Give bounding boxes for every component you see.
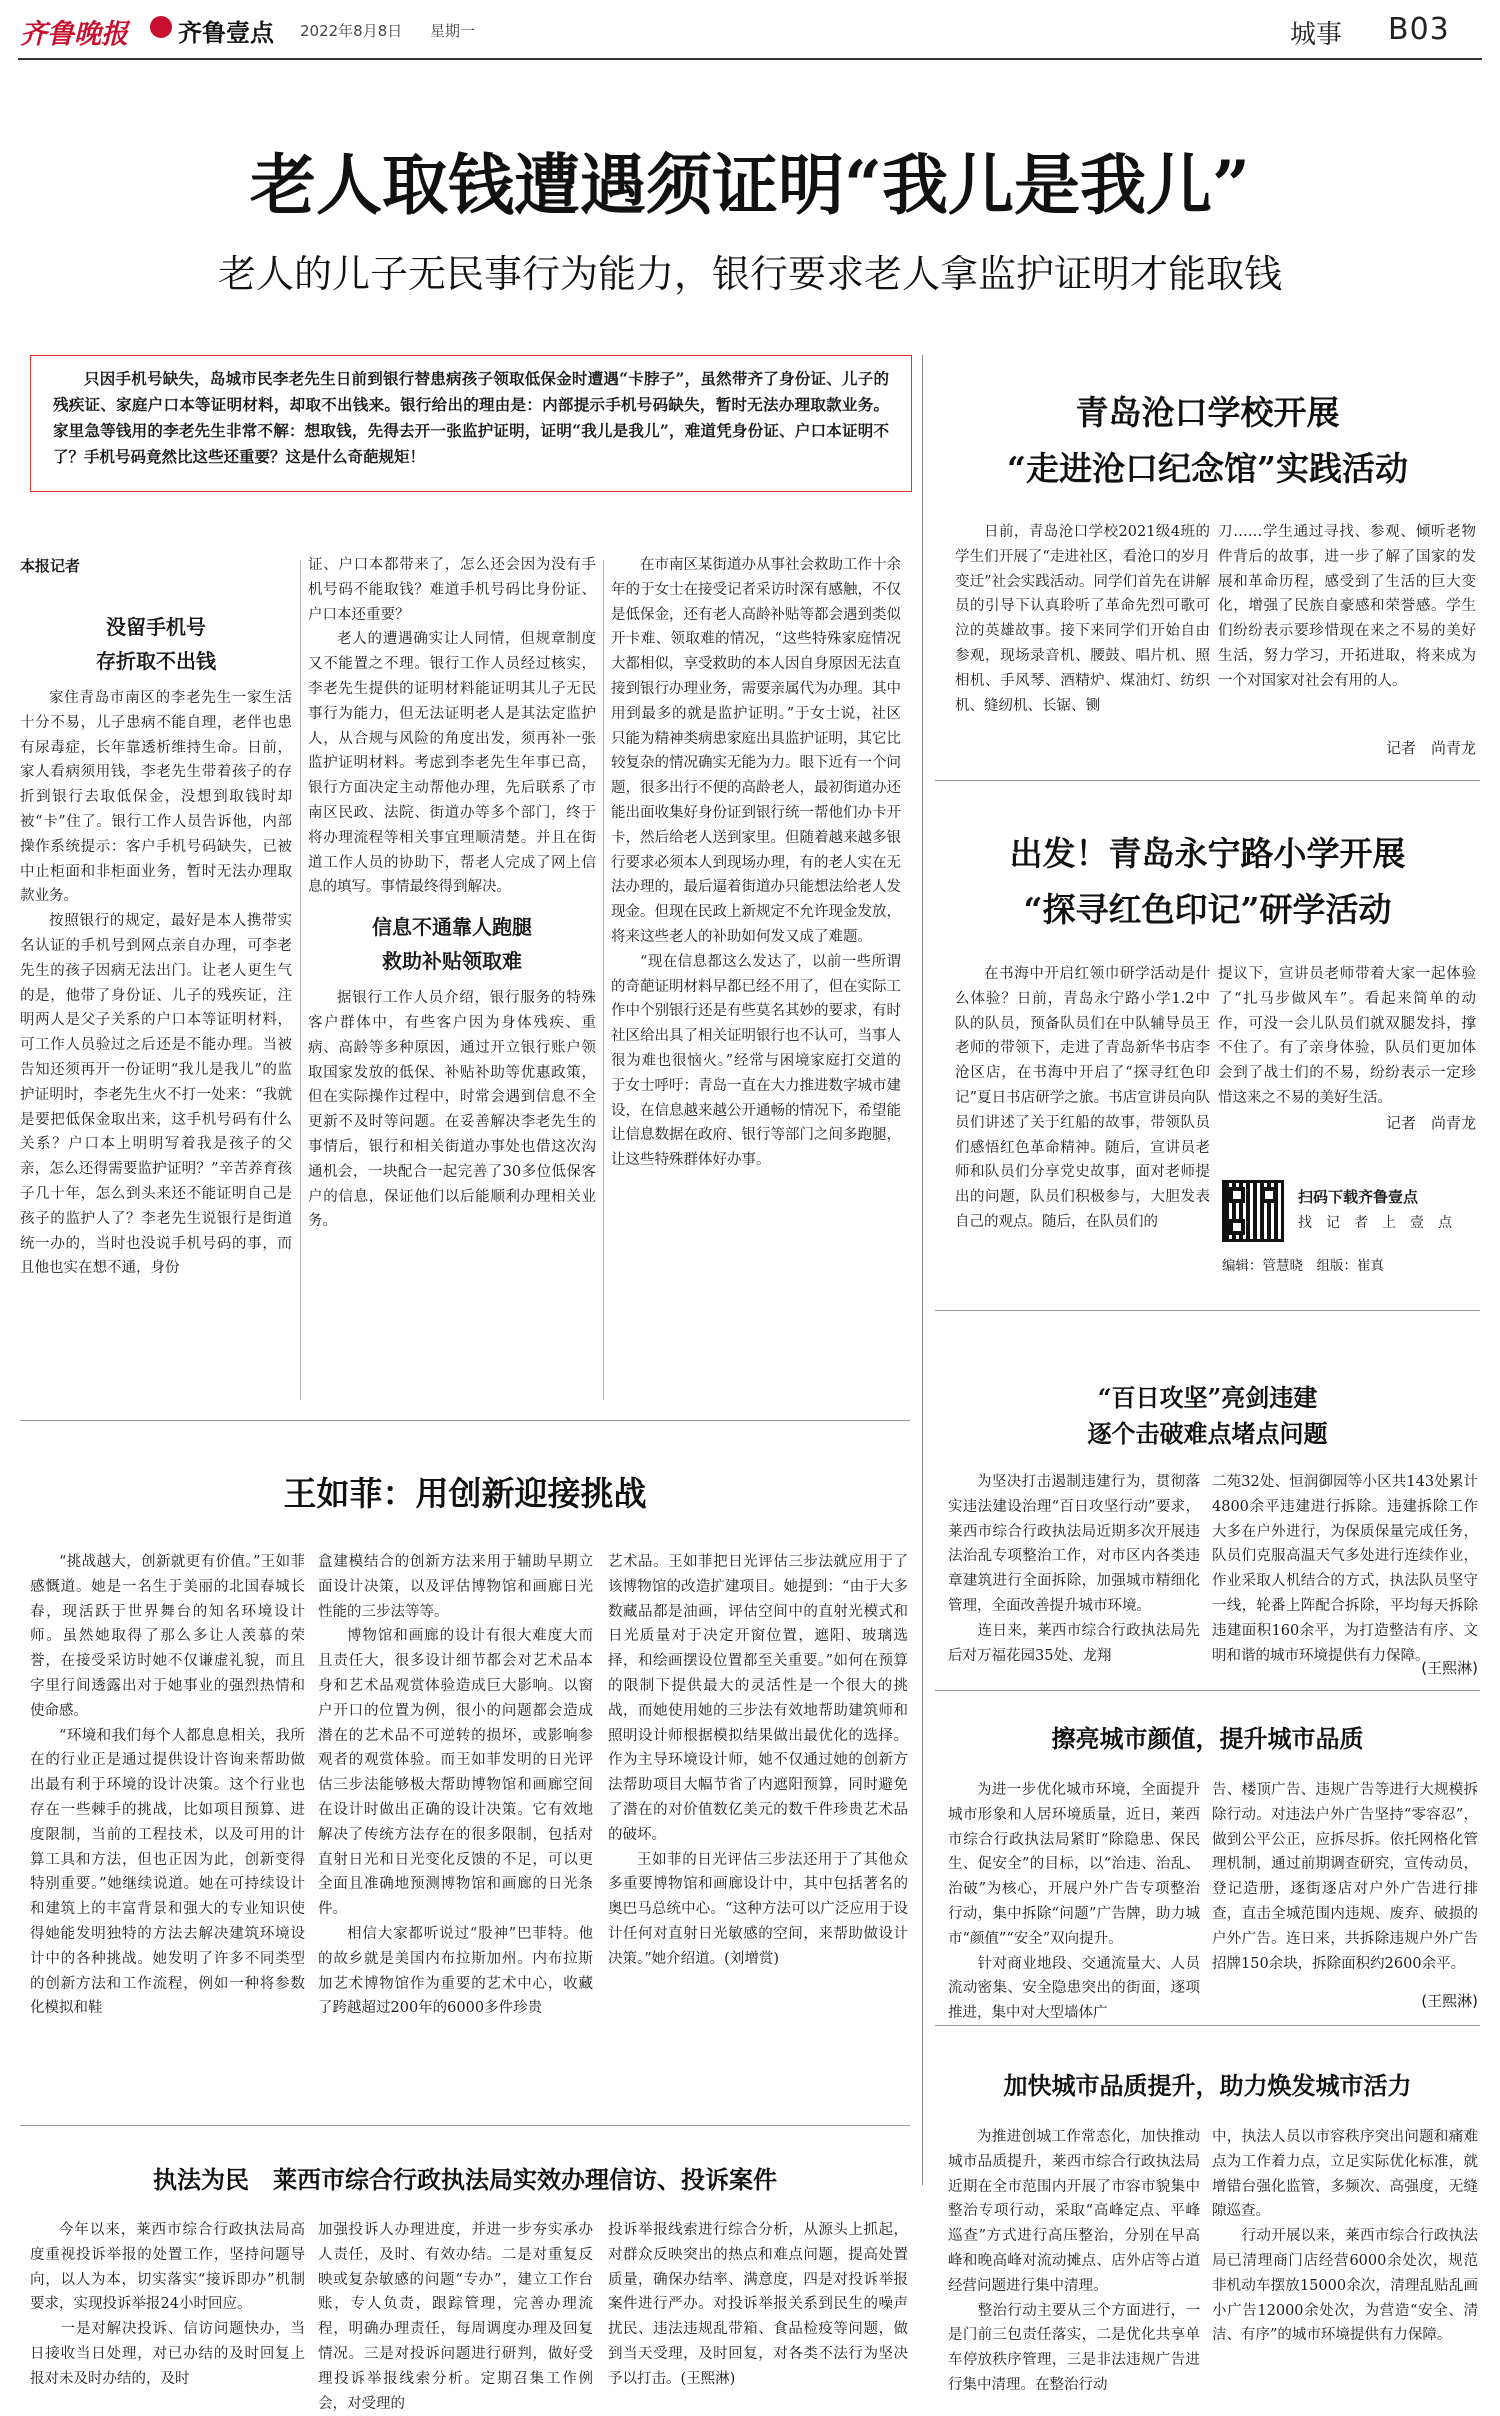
story-paragraph: 为推进创城工作常态化，加快推动城市品质提升，莱西市综合行政执法局近期在全市范围内开展了市容市貌集中整治专项行动，采取“高峰定点、平峰巡查”方式进行高压整治，分别在早高峰和晚高峰对流动摊点、店外店等占道经营问题进行集中清理。 整治行动主要从三个方面进行，一是门前三包责任落实，二是优化共享单车停放秩序管理，三是非法违规广告进行集中清理。在整治行动 [948,2129,1200,2393]
issue-date: 2022年8月8日 [300,22,403,40]
city-quality-story-col-2 [1212,2125,1478,2405]
section-name: 城事 [1290,20,1343,50]
lead-paragraph: “现在信息都这么发达了，以前一些所谓的奇葩证明材料早都已经不用了，但在实际工作中个别银行还是有些莫名其妙的要求，有时社区给出具了相关证明银行也不认可，当事人很为难也很恼火。”经常与困境家庭打交道的于女士呼吁：青岛一直在大力推进数字城市建设，在信息越来越公开通畅的情况下，希望能让信息数据在政府、银行等部门之间多跑腿，让这些特殊群体好办事。 [611,953,901,1169]
violation-story-title: “百日攻坚”亮剑违建 逐个击破难点堵点问题 [1087,1383,1328,1448]
lead-subheading-2: 信息不通靠人跑腿 救助补贴领取难 [372,915,532,974]
ad-removal-story-col-1 [948,1778,1200,2022]
school-story-2-col-b [1218,962,1476,1132]
bottom-headline: 执法为民 莱西市综合行政执法局实效办理信访、投诉案件 [153,2165,777,2194]
app-logo-mark [150,16,172,38]
story-paragraph: 为进一步优化城市环境，全面提升城市形象和人居环境质量，近日，莱西市综合行政执法局紧盯“除隐患、保民生、促安全”的目标，以“治违、治乱、治破”为核心，开展户外广告专项整治行动，集中拆除“问题”广告牌，助力城市“颜值”“安全”双向提升。 针对商业地段、交通流量大、人员流动密集、安全隐患突出的街面，逐项推进，集中对大型墙体广 [948,1782,1200,2022]
wang-column-2 [318,1550,593,2100]
lead-subheading-1: 没留手机号 存折取不出钱 [96,615,216,673]
school-story-1-byline: 记者 尚青龙 [1385,739,1476,757]
section-rule [20,2125,910,2126]
lead-column-2 [308,553,596,1403]
ad-removal-story-title: 擦亮城市颜值，提升城市品质 [1051,1724,1364,1753]
bottom-column-3 [608,2218,908,2408]
section-rule [20,1420,910,1421]
story-paragraph: “挑战越大，创新就更有价值。”王如菲感慨道。她是一名生于美丽的北国春城长春，现活跃于世界舞台的知名环境设计师。虽然她取得了那么多让人羡慕的荣誉，在接受采访时她不仅谦虚礼貌，而且字里行间透露出对于她事业的强烈热情和使命感。 [30,1554,305,1719]
qr-caption-sub: 找 记 者 上 壹 点 [1298,1215,1452,1231]
story-rule [935,2025,1480,2026]
violation-story-col-1 [948,1470,1200,1664]
column-divider [922,355,923,2185]
column-divider [603,560,604,1400]
story-paragraph: 告、楼顶广告、违规广告等进行大规模拆除行动。对违法户外广告坚持“零容忍”，做到公平公正，应拆尽拆。依托网格化管理机制，通过前期调查研究，宣传动员，登记造册，逐街逐店对户外广告进行排查，直击全城范围内违规、废弃、破损的户外广告。连日来，共拆除违规户外广告招牌150余块，拆除面积约2600余平。 [1212,1782,1478,1972]
wang-headline: 王如菲：用创新迎接挑战 [283,1474,647,1513]
school-story-1-col-a [955,520,1210,770]
story-paragraph: 日前，青岛沧口学校2021级4班的学生们开展了“走进社区，看沧口的岁月变迁”社会实践活动。同学们首先在讲解员的引导下认真聆听了革命先烈可歌可泣的英雄故事。接下来同学们开始自由参观，现场录音机、腰鼓、唱片机、照相机、手风琴、酒精炉、煤油灯、纺织机、缝纫机、长锯、铡 [955,524,1210,714]
city-quality-story-title: 加快城市品质提升，助力焕发城市活力 [1003,2071,1412,2100]
newspaper-logo: 齐鲁晚报 [20,19,128,50]
story-paragraph: 相信大家都听说过“股神”巴菲特。他的故乡就是美国内布拉斯加州。内布拉斯加艺术博物馆作为重要的艺术中心，收藏了跨越超过200年的6000多件珍贵 [318,1925,593,2017]
story-paragraph: 二苑32处、恒润御园等小区共143处累计4800余平违建进行拆除。违建拆除工作大多在户外进行，为保质保量完成任务，队员们克服高温天气多处进行连续作业，作业采取人机结合的方式，执法队员坚守一线，轮番上阵配合拆除，平均每天拆除违建面积160余平，为打造整洁有序、文明和谐的城市环境提供有力保障。 [1212,1474,1478,1664]
story-paragraph: 今年以来，莱西市综合行政执法局高度重视投诉举报的处置工作，坚持问题导向，以人为本，切实落实“接诉即办”机制要求，实现投诉举报24小时回应。 一是对解决投诉、信访问题快办，当日接收当日处理，对已办结的及时回复上报对未及时办结的，及时 [30,2222,305,2387]
story-paragraph: 在书海中开启红领巾研学活动是什么体验？日前，青岛永宁路小学1.2中队的队员，预备队员们在中队辅导员王老师的带领下，走进了青岛新华书店李沧区店，在书海中开启了“探寻红色印记”夏日书店研学之旅。书店宣讲员向队员们讲述了关于红船的故事，带领队员们感悟红色革命精神。随后，宣讲员老师和队员们分享党史故事，面对老师提出的问题，队员们积极参与，大胆发表自己的观点。随后，在队员们的 [955,966,1210,1230]
lead-paragraph: 按照银行的规定，最好是本人携带实名认证的手机号到网点亲自办理，可李老先生的孩子因病无法出门。让老人更生气的是，他带了身份证、儿子的残疾证，注明两人是父子关系的户口本等证明材料，可工作人员验过之后还是不能办理。当被告知还须再开一份证明“我儿是我儿”的监护证明时，李老先生火不打一处来：“我就是要把低保金取出来，这手机号码有什么关系？户口本上明明写着我是孩子的父亲，怎么还得需要监护证明？”辛苦养育孩子几十年，怎么到头来还不能证明自己是孩子的监护人了？李老先生说银行是街道统一办的，当时也没说手机号码的事，而且他也实在想不通，身份 [20,913,292,1277]
story-paragraph: 投诉举报线索进行综合分析，从源头上抓起，对群众反映突出的热点和难点问题，提高处置质量，确保办结率、满意度，四是对投诉举报案件进行严办。对投诉举报关系到民生的噪声扰民、违法违规乱带箱、食品检疫等问题，做到当天受理，及时回复，对各类不法行为坚决予以打击。(王熙淋) [608,2222,908,2387]
story-paragraph: 提议下，宣讲员老师带着大家一起体验了“扎马步做风车”。看起来简单的动作，可没一会儿队员们就双腿发抖，撑不住了。有了亲身体验，队员们更加体会到了战士们的不易，纷纷表示一定珍惜这来之不易的美好生活。 [1218,966,1476,1106]
lead-column-1 [20,600,292,1400]
city-quality-story-col-1 [948,2125,1200,2405]
lead-paragraph: 老人的遭遇确实让人同情，但规章制度又不能置之不理。银行工作人员经过核实，李老先生提供的证明材料能证明其儿子无民事行为能力，但无法证明老人是其法定监护人，从合规与风险的角度出发，须再补一张监护证明材料。考虑到李老先生年事已高，银行方面决定主动帮他办理，先后联系了市南区民政、法院、街道办等多个部门，终于将办理流程等相关事宜理顺清楚。并且在街道工作人员的协助下，帮老人完成了网上信息的填写。事情最终得到解决。 [308,631,596,896]
issue-weekday: 星期一 [430,22,476,40]
lead-summary-box [30,355,912,492]
story-paragraph: 刀……学生通过寻找、参观、倾听老物件背后的故事，进一步了解了国家的发展和革命历程，感受到了生活的巨大变化，增强了民族自豪感和荣誉感。学生们纷纷表示要珍惜现在来之不易的美好生活，努力学习，开拓进取，将来成为一个对国家对社会有用的人。 [1218,524,1476,689]
story-paragraph: 盒建模结合的创新方法来用于辅助早期立面设计决策，以及评估博物馆和画廊日光性能的三步法等等。 [318,1554,593,1620]
qr-caption: 扫码下载齐鲁壹点 [1298,1188,1419,1206]
violation-story-byline: (王熙淋) [1421,1659,1478,1677]
column-divider [300,560,301,1400]
school-story-2-col-a [955,962,1210,1302]
violation-story-col-2 [1212,1470,1478,1664]
page-number: B03 [1388,12,1450,47]
section-rule [935,1310,1480,1311]
editor-credit: 编辑：管慧晓 组版：崔真 [1222,1258,1384,1274]
story-paragraph: 艺术品。王如菲把日光评估三步法就应用于了该博物馆的改造扩建项目。她提到：“由于大多数藏品都是油画，评估空间中的直射光模式和日光质量对于决定开窗位置，遮阳、玻璃选择，和绘画摆设位置都至关重要。”如何在预算的限制下提供最大的灵活性是一个很大的挑战，而她使用她的三步法有效地帮助建筑师和照明设计师根据模拟结果做出最优化的选择。作为主导环境设计师，她不仅通过她的创新方法帮助项目大幅节省了内遮阳预算，同时避免了潜在的对价值数亿美元的数千件珍贵艺术品的破坏。 [608,1554,908,1843]
school-story-1-col-b [1218,520,1476,760]
lead-column-3 [611,553,901,1403]
qr-code[interactable] [1222,1180,1284,1242]
masthead-rule [18,58,1482,60]
lead-paragraph: 家住青岛市南区的李老先生一家生活十分不易，儿子患病不能自理，老伴也患有尿毒症，长年靠透析维持生命。日前，家人看病须用钱，李老先生带着孩子的存折到银行去取低保金，没想到取钱时却被“卡”住了。银行工作人员告诉他，内部操作系统提示：客户手机号码缺失，已被中止柜面和非柜面业务，暂时无法办理取款业务。 [20,690,292,905]
school-story-2-byline: 记者 尚青龙 [1385,1114,1476,1132]
lead-subhead: 老人的儿子无民事行为能力，银行要求老人拿监护证明才能取钱 [217,252,1282,296]
story-rule [935,1690,1480,1691]
story-paragraph: “环境和我们每个人都息息相关，我所在的行业正是通过提供设计咨询来帮助做出最有利于环境的设计决策。这个行业也存在一些棘手的挑战，比如项目预算、进度限制，当前的工程技术，以及可用的计算工具和方法，但也正因为此，创新变得特别重要。”她继续说道。她在可持续设计和建筑上的丰富背景和强大的专业知识使得她能发明独特的方法去解决建筑环境设计中的各种挑战。她发明了许多不同类型的创新方法和工作流程，例如一种将参数化模拟和鞋 [30,1727,305,2017]
ad-removal-story-byline: (王熙淋) [1421,1992,1478,2010]
story-paragraph: 博物馆和画廊的设计有很大难度大而且责任大，很多设计细节都会对艺术品本身和艺术品观赏体验造成巨大影响。以窗户开口的位置为例，很小的问题都会造成潜在的艺术品不可逆转的损坏，或影响参观者的观赏体验。而王如菲发明的日光评估三步法能够极大帮助博物馆和画廊空间在设计时做出正确的设计决策。它有效地解决了传统方法存在的很多限制，包括对直射日光和日光变化反馈的不足，可以更全面且准确地预测博物馆和画廊的日光条件。 [318,1628,593,1918]
wang-column-3 [608,1550,908,2100]
story-rule [935,780,1480,781]
bottom-column-2 [318,2218,593,2412]
lead-headline: 老人取钱遭遇须证明“我儿是我儿” [250,146,1250,224]
lead-paragraph: 据银行工作人员介绍，银行服务的特殊客户群体中，有些客户因为身体残疾、重病、高龄等多种原因，通过开立银行账户领取国家发放的低保、补贴补助等优惠政策，但在实际操作过程中，时常会遇到信息不全更新不及时等问题。在妥善解决李老先生的事情后，银行和相关街道办事处也借这次沟通机会，一块配合一起完善了30多位低保客户的信息，保证他们以后能顺利办理相关业务。 [308,990,596,1230]
school-story-2-title: 出发！青岛永宁路小学开展 “探寻红色印记”研学活动 [1009,834,1406,929]
bottom-column-1 [30,2218,305,2408]
app-logo-text: 齐鲁壹点 [178,19,274,47]
masthead [0,0,1500,66]
wang-column-1 [30,1550,305,2100]
story-paragraph: 加强投诉人办理进度，并进一步夯实承办人责任，及时、有效办结。二是对重复反映或复杂敏感的问题“专办”，建立工作台账，专人负责，跟踪管理，完善办理流程，明确办理责任，每周调度办理及回复情况。三是对投诉问题进行研判，做好受理投诉举报线索分析。定期召集工作例会，对受理的 [318,2222,593,2412]
story-paragraph: 中，执法人员以市容秩序突出问题和痛难点为工作着力点，立足实际优化标准，就增错台强化监管，多频次、高强度，无缝隙巡查。 行动开展以来，莱西市综合行政执法局已清理商门店经营6000余处次，规范非机动车摆放15000余次，清理乱贴乱画小广告12000余处次，为营造“安全、清洁、有序”的城市环境提供有力保障。 [1212,2129,1478,2344]
lead-summary: 只因手机号缺失，岛城市民李老先生日前到银行替患病孩子领取低保金时遭遇“卡脖子”，虽然带齐了身份证、儿子的残疾证、家庭户口本等证明材料，却取不出钱来。银行给出的理由是：内部提示手机号码缺失，暂时无法办理取款业务。家里急等钱用的李老先生非常不解：想取钱，先得去开一张监护证明，证明“我儿是我儿”，难道凭身份证、户口本证明不了？手机号码竟然比这些还重要？这是什么奇葩规矩！ [53,369,889,466]
lead-paragraph: 证、户口本都带来了，怎么还会因为没有手机号码不能取钱？难道手机号码比身份证、户口本还重要？ [308,557,596,623]
story-paragraph: 王如菲的日光评估三步法还用于了其他众多重要博物馆和画廊设计中，其中包括著名的奥巴马总统中心。“这种方法可以广泛应用于设计任何对直射日光敏感的空间，来帮助做设计决策。”她介绍道。(刘增赏) [608,1851,908,1967]
reporter-label: 本报记者 [20,557,81,575]
story-paragraph: 为坚决打击遏制违建行为，贯彻落实违法建设治理“百日攻坚行动”要求，莱西市综合行政执法局近期多次开展违法治乱专项整治工作，对市区内各类违章建筑进行全面拆除，加强城市精细化管理，全面改善提升城市环境。 连日来，莱西市综合行政执法局先后对万福花园35处、龙翔 [948,1474,1200,1664]
lead-paragraph: 在市南区某街道办从事社会救助工作十余年的于女士在接受记者采访时深有感触，不仅是低保金，还有老人高龄补贴等都会遇到类似开卡难、领取难的情况，“这些特殊家庭情况大都相似，享受救助的本人因自身原因无法直接到银行办理业务，需要亲属代为办理。其中用到最多的就是监护证明。”于女士说，社区只能为精神类病患家庭出具监护证明，其它比较复杂的情况确实无能为力。眼下近有一个问题，很多出行不便的高龄老人，最初街道办还能出面收集好身份证到银行统一帮他们办卡开卡，然后给老人送到家里。但随着越来越多银行要求必须本人到现场办理，有的老人实在无法办理的，最后逼着街道办只能想法给老人发现金。但现在民政上新规定不允许现金发放，将来这些老人的补助如何发又成了难题。 [611,557,901,945]
school-story-1-title: 青岛沧口学校开展 “走进沧口纪念馆”实践活动 [1007,393,1408,488]
ad-removal-story-col-2 [1212,1778,1478,1983]
